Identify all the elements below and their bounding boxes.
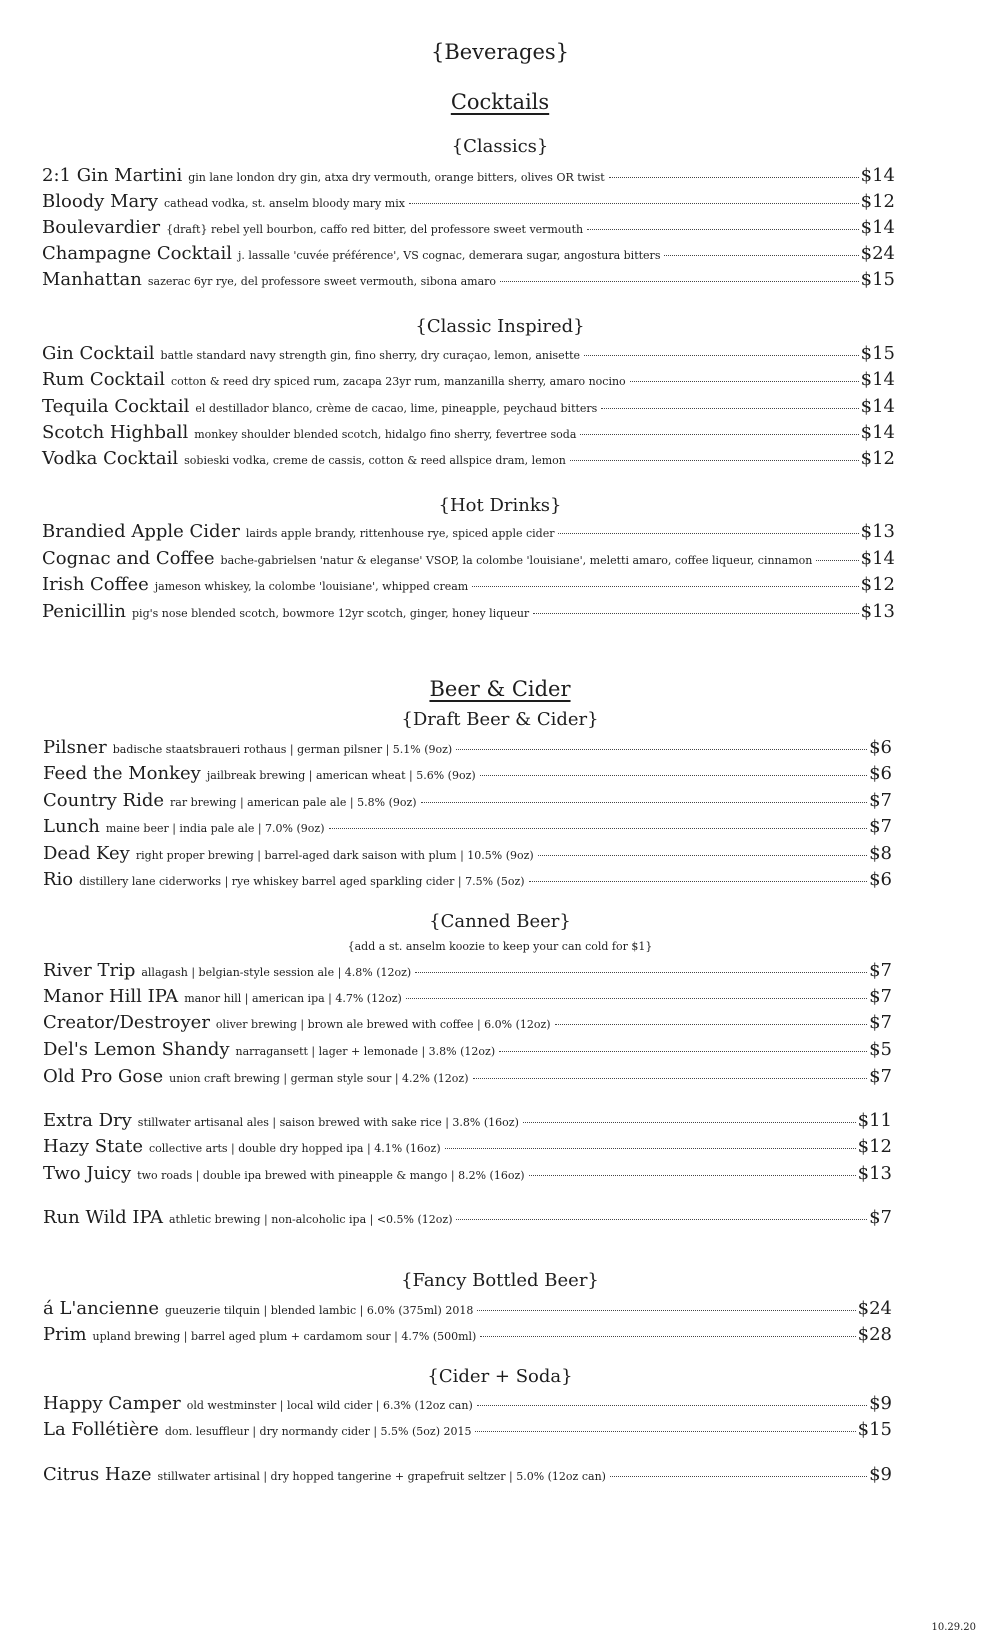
- menu-item: [42, 396, 895, 422]
- menu-item: [43, 986, 892, 1012]
- leader-dots: [609, 177, 859, 178]
- item-price: $6: [869, 763, 892, 784]
- leader-dots: [409, 203, 859, 204]
- item-name: á L'ancienne: [43, 1298, 160, 1319]
- item-name: Tequila Cocktail: [42, 396, 190, 417]
- menu-item: [43, 1066, 892, 1092]
- item-price: $7: [869, 1066, 892, 1087]
- leader-dots: [473, 1078, 868, 1079]
- leader-dots: [523, 1122, 856, 1123]
- leader-dots: [558, 533, 858, 534]
- item-description: bache-gabrielsen 'natur & eleganse' VSOP, la colombe 'louisiane', meletti amaro, coffee liqueur, cinnamon: [220, 554, 813, 567]
- canned-beer-note: {add a st. anselm koozie to keep your can cold for $1}: [347, 940, 653, 953]
- item-description: right proper brewing | barrel-aged dark saison with plum | 10.5% (9oz): [135, 849, 534, 862]
- item-name: Feed the Monkey: [43, 763, 201, 784]
- menu-item: [42, 269, 895, 295]
- menu-item: [43, 1207, 892, 1233]
- item-description: {draft} rebel yell bourbon, caffo red bitter, del professore sweet vermouth: [166, 223, 584, 236]
- item-name: Bloody Mary: [42, 191, 159, 212]
- leader-dots: [529, 1175, 856, 1176]
- leader-dots: [477, 1310, 855, 1311]
- menu-item: [42, 601, 895, 627]
- item-description: stillwater artisinal | dry hopped tangerine + grapefruit seltzer | 5.0% (12oz can): [157, 1470, 606, 1483]
- section-title-cocktails: Cocktails: [450, 90, 550, 114]
- item-price: $28: [857, 1324, 892, 1345]
- item-name: La Follétière: [43, 1419, 159, 1440]
- item-description: monkey shoulder blended scotch, hidalgo fino sherry, fevertree soda: [194, 428, 577, 441]
- item-price: $14: [860, 422, 895, 443]
- item-description: jameson whiskey, la colombe 'louisiane', whipped cream: [154, 580, 469, 593]
- item-price: $14: [860, 217, 895, 238]
- menu-item: [42, 448, 895, 474]
- item-name: Citrus Haze: [43, 1464, 152, 1485]
- leader-dots: [480, 1336, 855, 1337]
- menu-item: [42, 165, 895, 191]
- menu-item: [43, 1419, 892, 1445]
- item-description: lairds apple brandy, rittenhouse rye, spiced apple cider: [245, 527, 555, 540]
- leader-dots: [816, 560, 858, 561]
- menu-item: [42, 369, 895, 395]
- menu-item: [42, 191, 895, 217]
- leader-dots: [456, 749, 867, 750]
- leader-dots: [587, 229, 859, 230]
- item-description: two roads | double ipa brewed with pineapple & mango | 8.2% (16oz): [137, 1169, 525, 1182]
- item-name: Boulevardier: [42, 217, 161, 238]
- item-description: jailbreak brewing | american wheat | 5.6% (9oz): [206, 769, 476, 782]
- item-name: Prim: [43, 1324, 87, 1345]
- menu-item: [43, 1298, 892, 1324]
- leader-dots: [533, 613, 858, 614]
- item-description: dom. lesuffleur | dry normandy cider | 5.5% (5oz) 2015: [164, 1425, 472, 1438]
- leader-dots: [601, 408, 858, 409]
- group-title-draft: {Draft Beer & Cider}: [401, 709, 599, 730]
- item-price: $7: [869, 1207, 892, 1228]
- menu-item: [42, 548, 895, 574]
- item-price: $13: [860, 521, 895, 542]
- group-title-hot-drinks: {Hot Drinks}: [438, 495, 562, 516]
- item-price: $7: [869, 1012, 892, 1033]
- item-price: $5: [869, 1039, 892, 1060]
- menu-item: [42, 217, 895, 243]
- item-description: cotton & reed dry spiced rum, zacapa 23yr rum, manzanilla sherry, amaro nocino: [171, 375, 626, 388]
- leader-dots: [529, 881, 868, 882]
- item-price: $15: [857, 1419, 892, 1440]
- item-price: $6: [869, 869, 892, 890]
- menu-item: [42, 243, 895, 269]
- page-title: {Beverages}: [430, 40, 570, 64]
- item-description: manor hill | american ipa | 4.7% (12oz): [184, 992, 402, 1005]
- item-name: Manhattan: [42, 269, 142, 290]
- item-description: gin lane london dry gin, atxa dry vermouth, orange bitters, olives OR twist: [188, 171, 605, 184]
- menu-item: [42, 343, 895, 369]
- item-price: $14: [860, 396, 895, 417]
- item-description: battle standard navy strength gin, fino sherry, dry curaçao, lemon, anisette: [160, 349, 581, 362]
- menu-item: [43, 1110, 892, 1136]
- leader-dots: [580, 434, 858, 435]
- item-description: rar brewing | american pale ale | 5.8% (9oz): [170, 796, 417, 809]
- item-name: Two Juicy: [43, 1163, 132, 1184]
- item-name: River Trip: [43, 960, 136, 981]
- item-price: $12: [860, 448, 895, 469]
- item-name: Irish Coffee: [42, 574, 149, 595]
- item-description: j. lassalle 'cuvée préférence', VS cognac, demerara sugar, angostura bitters: [237, 249, 661, 262]
- item-description: cathead vodka, st. anselm bloody mary mix: [164, 197, 405, 210]
- item-price: $9: [869, 1393, 892, 1414]
- item-price: $11: [857, 1110, 892, 1131]
- item-name: Old Pro Gose: [43, 1066, 164, 1087]
- item-name: Penicillin: [42, 601, 127, 622]
- leader-dots: [570, 460, 859, 461]
- item-price: $8: [869, 843, 892, 864]
- item-description: stillwater artisanal ales | saison brewed with sake rice | 3.8% (16oz): [137, 1116, 519, 1129]
- group-title-cider-soda: {Cider + Soda}: [427, 1366, 573, 1387]
- menu-item: [43, 1163, 892, 1189]
- item-description: el destillador blanco, crème de cacao, lime, pineapple, peychaud bitters: [195, 402, 598, 415]
- menu-item: [43, 843, 892, 869]
- item-description: upland brewing | barrel aged plum + cardamom sour | 4.7% (500ml): [92, 1330, 477, 1343]
- item-description: gueuzerie tilquin | blended lambic | 6.0% (375ml) 2018: [165, 1304, 474, 1317]
- item-name: Extra Dry: [43, 1110, 132, 1131]
- leader-dots: [664, 255, 858, 256]
- item-price: $12: [857, 1136, 892, 1157]
- menu-item: [43, 869, 892, 895]
- item-price: $12: [860, 191, 895, 212]
- item-price: $6: [869, 737, 892, 758]
- item-description: collective arts | double dry hopped ipa | 4.1% (16oz): [148, 1142, 441, 1155]
- item-name: Rio: [43, 869, 74, 890]
- leader-dots: [329, 828, 868, 829]
- leader-dots: [630, 381, 859, 382]
- leader-dots: [445, 1148, 856, 1149]
- menu-item: [43, 816, 892, 842]
- leader-dots: [555, 1024, 867, 1025]
- item-price: $7: [869, 816, 892, 837]
- item-description: union craft brewing | german style sour | 4.2% (12oz): [169, 1072, 469, 1085]
- item-name: Lunch: [43, 816, 100, 837]
- item-price: $7: [869, 986, 892, 1007]
- menu-item: [43, 1039, 892, 1065]
- leader-dots: [500, 281, 859, 282]
- item-description: distillery lane ciderworks | rye whiskey barrel aged sparkling cider | 7.5% (5oz): [79, 875, 525, 888]
- group-title-classic-inspired: {Classic Inspired}: [415, 316, 585, 337]
- menu-item: [42, 521, 895, 547]
- item-price: $14: [860, 369, 895, 390]
- item-name: Country Ride: [43, 790, 165, 811]
- group-title-classics: {Classics}: [451, 136, 549, 157]
- leader-dots: [480, 775, 867, 776]
- item-name: Cognac and Coffee: [42, 548, 215, 569]
- item-price: $7: [869, 960, 892, 981]
- menu-item: [43, 1012, 892, 1038]
- menu-item: [43, 1393, 892, 1419]
- menu-item: [42, 574, 895, 600]
- item-name: Manor Hill IPA: [43, 986, 179, 1007]
- menu-item: [43, 790, 892, 816]
- leader-dots: [406, 998, 867, 999]
- leader-dots: [475, 1431, 855, 1432]
- leader-dots: [499, 1051, 867, 1052]
- section-title-beer-cider: Beer & Cider: [429, 677, 571, 701]
- menu-item: [43, 763, 892, 789]
- item-price: $9: [869, 1464, 892, 1485]
- menu-item: [43, 1136, 892, 1162]
- item-price: $15: [860, 343, 895, 364]
- menu-item: [43, 1464, 892, 1490]
- item-name: Hazy State: [43, 1136, 143, 1157]
- item-price: $14: [860, 548, 895, 569]
- leader-dots: [421, 802, 868, 803]
- item-description: old westminster | local wild cider | 6.3% (12oz can): [186, 1399, 473, 1412]
- item-price: $24: [860, 243, 895, 264]
- item-price: $14: [860, 165, 895, 186]
- item-description: sazerac 6yr rye, del professore sweet vermouth, sibona amaro: [147, 275, 497, 288]
- menu-item: [43, 960, 892, 986]
- item-description: allagash | belgian-style session ale | 4.8% (12oz): [141, 966, 412, 979]
- item-name: Rum Cocktail: [42, 369, 166, 390]
- item-name: Scotch Highball: [42, 422, 189, 443]
- item-name: Run Wild IPA: [43, 1207, 163, 1228]
- item-name: Pilsner: [43, 737, 107, 758]
- item-description: badische staatsbraueri rothaus | german pilsner | 5.1% (9oz): [112, 743, 453, 756]
- group-title-canned: {Canned Beer}: [429, 911, 571, 932]
- item-price: $24: [857, 1298, 892, 1319]
- leader-dots: [538, 855, 867, 856]
- leader-dots: [415, 972, 867, 973]
- item-name: Champagne Cocktail: [42, 243, 232, 264]
- item-name: Del's Lemon Shandy: [43, 1039, 230, 1060]
- item-price: $7: [869, 790, 892, 811]
- item-name: Vodka Cocktail: [42, 448, 179, 469]
- item-description: maine beer | india pale ale | 7.0% (9oz): [105, 822, 325, 835]
- leader-dots: [610, 1476, 867, 1477]
- item-price: $13: [857, 1163, 892, 1184]
- item-price: $13: [860, 601, 895, 622]
- item-name: Brandied Apple Cider: [42, 521, 240, 542]
- item-name: Gin Cocktail: [42, 343, 155, 364]
- leader-dots: [584, 355, 859, 356]
- item-description: oliver brewing | brown ale brewed with coffee | 6.0% (12oz): [215, 1018, 551, 1031]
- item-price: $15: [860, 269, 895, 290]
- item-name: Dead Key: [43, 843, 130, 864]
- item-price: $12: [860, 574, 895, 595]
- item-description: athletic brewing | non-alcoholic ipa | <0.5% (12oz): [168, 1213, 453, 1226]
- menu-item: [42, 422, 895, 448]
- item-description: narragansett | lager + lemonade | 3.8% (12oz): [235, 1045, 496, 1058]
- menu-item: [43, 737, 892, 763]
- leader-dots: [477, 1405, 867, 1406]
- item-description: pig's nose blended scotch, bowmore 12yr scotch, ginger, honey liqueur: [132, 607, 530, 620]
- item-description: sobieski vodka, creme de cassis, cotton & reed allspice dram, lemon: [184, 454, 566, 467]
- leader-dots: [472, 586, 858, 587]
- leader-dots: [456, 1219, 867, 1220]
- group-title-bottled: {Fancy Bottled Beer}: [401, 1270, 599, 1291]
- menu-date: 10.29.20: [931, 1622, 976, 1633]
- menu-item: [43, 1324, 892, 1350]
- item-name: Happy Camper: [43, 1393, 181, 1414]
- item-name: 2:1 Gin Martini: [42, 165, 183, 186]
- item-name: Creator/Destroyer: [43, 1012, 210, 1033]
